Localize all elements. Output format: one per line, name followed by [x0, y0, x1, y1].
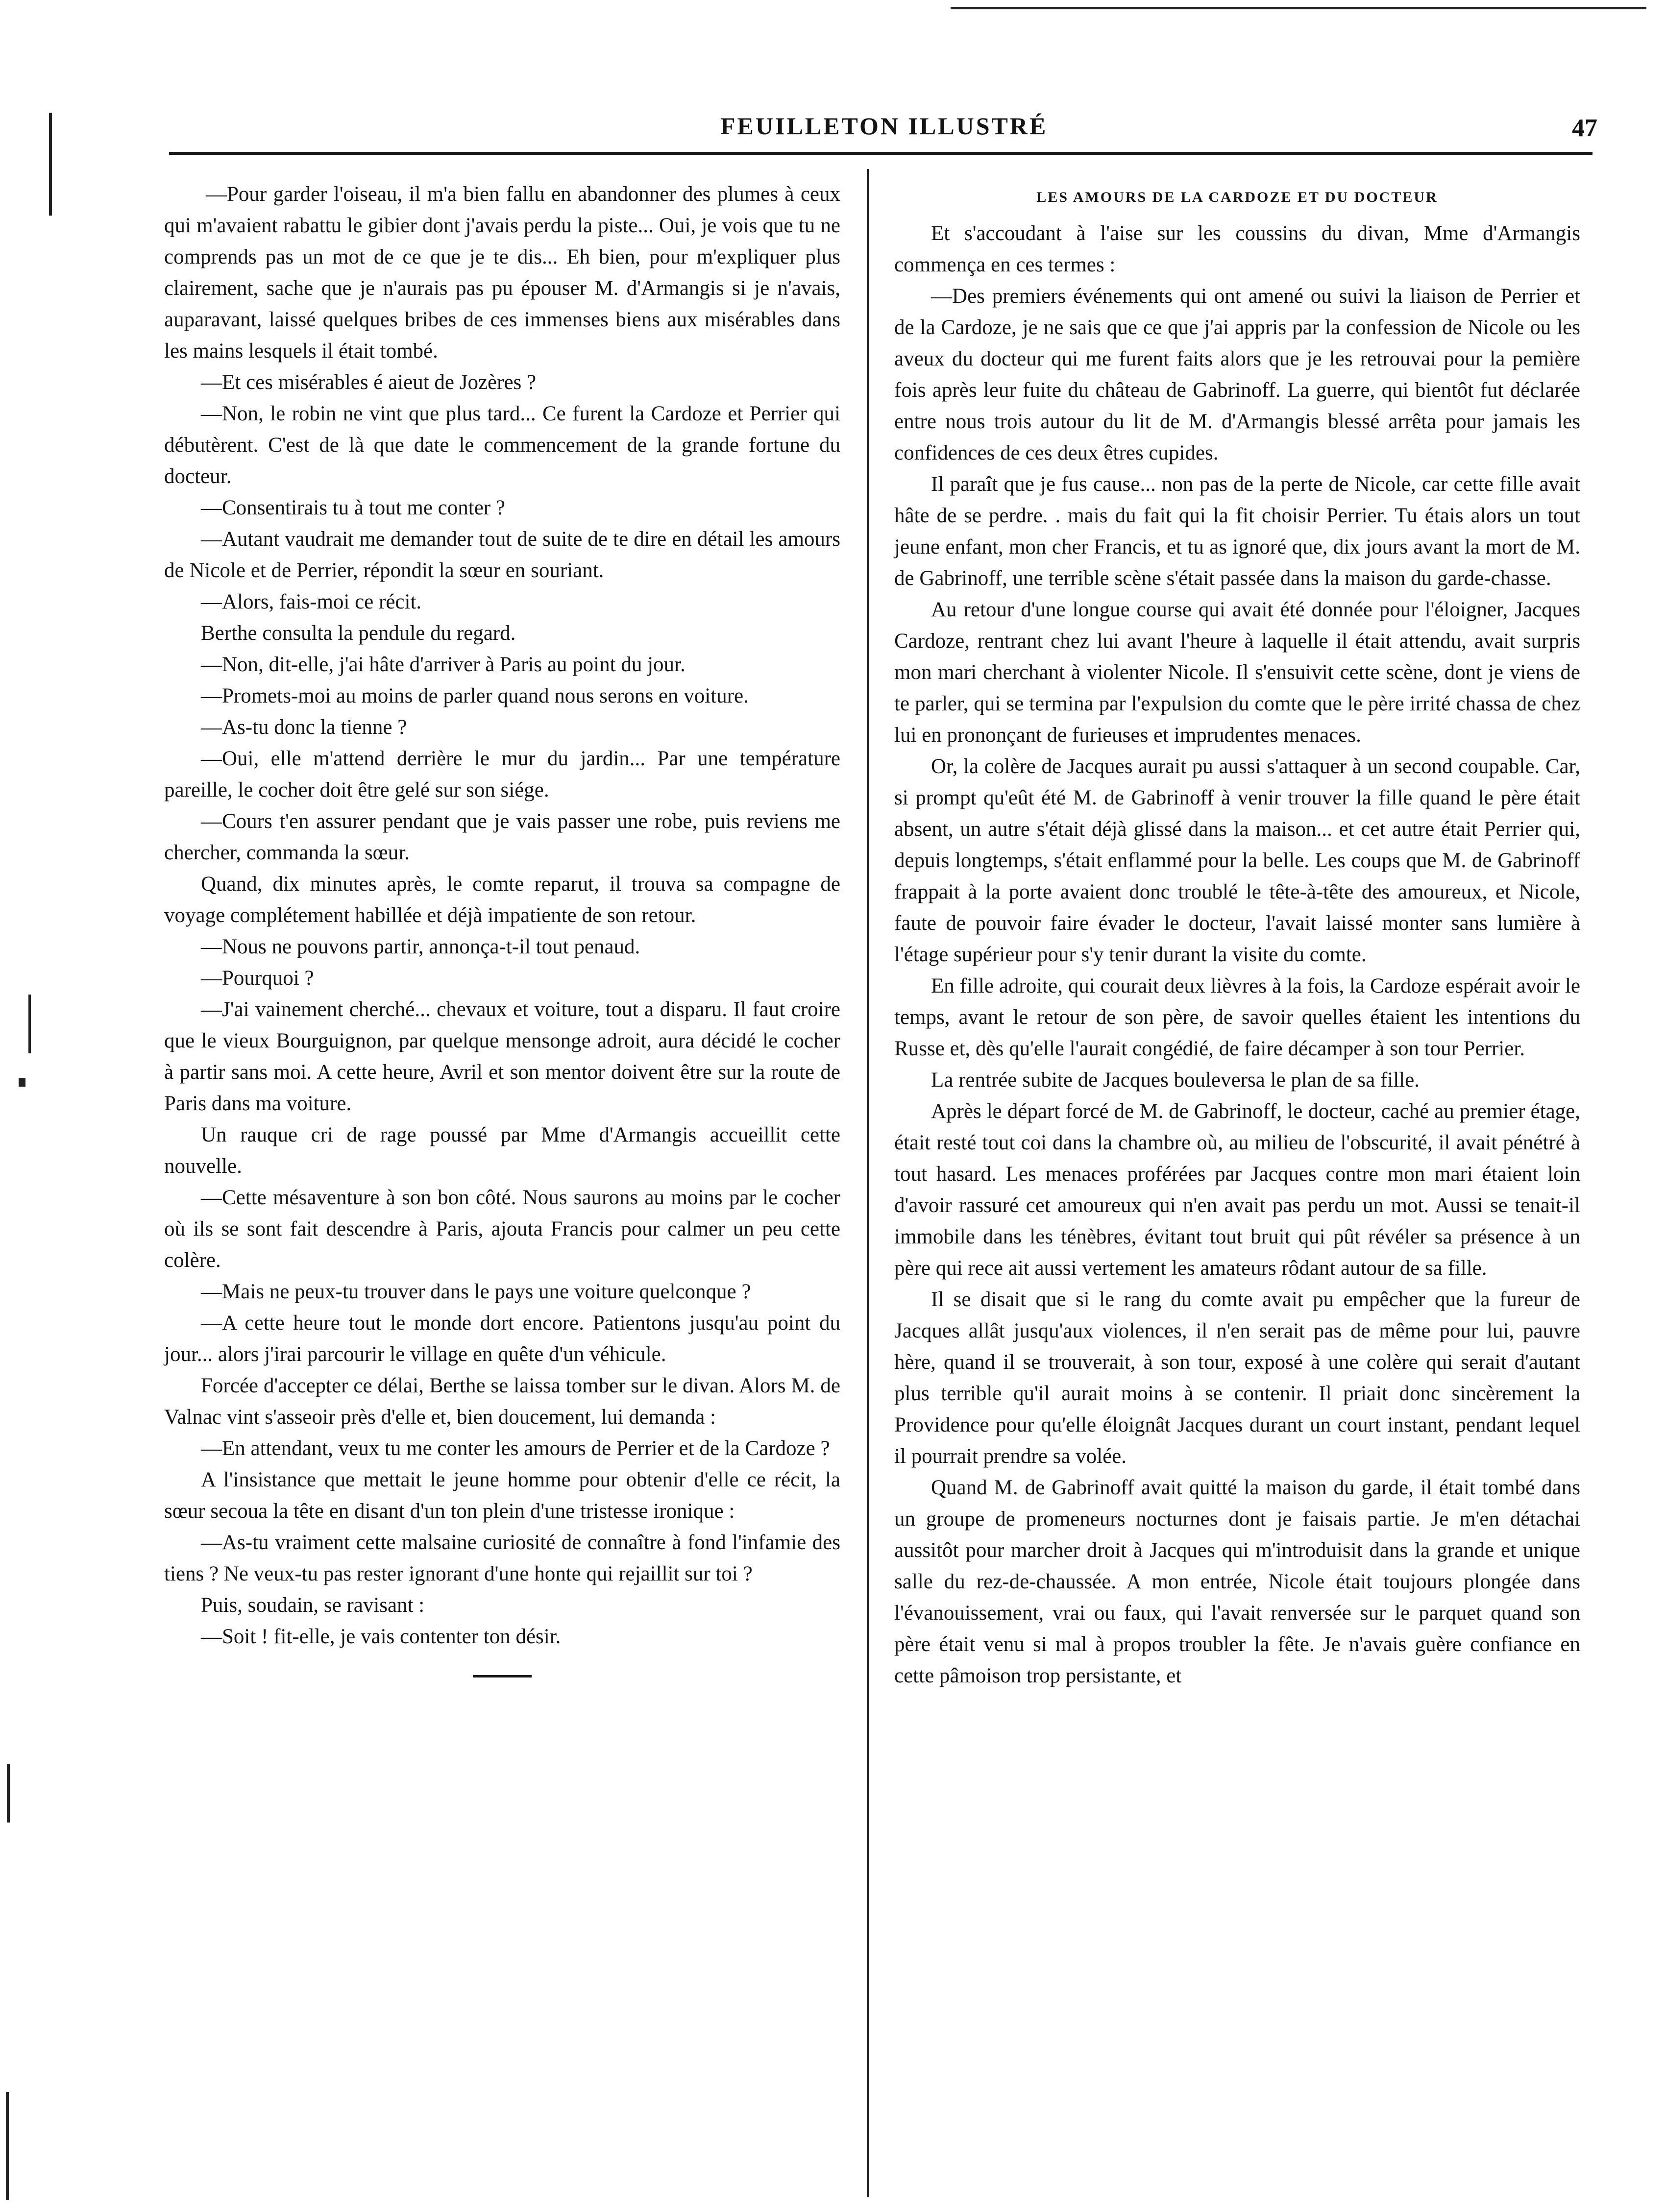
paragraph: —Non, dit-elle, j'ai hâte d'arriver à Paris au point du jour. — [201, 653, 686, 676]
paragraph: —Et ces misérables é aieut de Jozères ? — [201, 371, 537, 394]
paragraph: —Cours t'en assurer pendant que je vais passer une robe, puis reviens me chercher, commanda la sœur. — [164, 810, 840, 864]
paragraph: —Mais ne peux-tu trouver dans le pays une voiture quelconque ? — [201, 1280, 751, 1303]
paragraph: Et s'accoudant à l'aise sur les coussins du divan, Mme d'Armangis commença en ces termes : — [894, 222, 1580, 276]
section-title: LES AMOURS DE LA CARDOZE ET DU DOCTEUR — [1036, 189, 1438, 205]
paragraph: —Pourquoi ? — [201, 967, 314, 990]
paragraph: —Consentirais tu à tout me conter ? — [201, 496, 505, 519]
margin-mark — [7, 1764, 10, 1823]
paragraph: Il se disait que si le rang du comte avait pu empêcher que la fureur de Jacques allât jusqu'aux violences, il n'en serait pas de même pour lui, pauvre hère, quand il se trouverait, à son tour, exposé à une colère qui serait d'autant plus terrible qu'il aurait moins à se contenir. Il priait donc sincèrement la Providence pour qu'elle éloignât Jacques durant un court instant, pendant lequel il pourrait prendre sa volée. — [894, 1288, 1580, 1468]
top-edge-rule — [951, 7, 1646, 9]
paragraph: Puis, soudain, se ravisant : — [201, 1594, 425, 1617]
paragraph: Quand, dix minutes après, le comte reparut, il trouva sa compagne de voyage complétement habillée et déjà impatiente de son retour. — [164, 873, 840, 927]
paragraph: —Nous ne pouvons partir, annonça-t-il tout penaud. — [201, 935, 640, 958]
paragraph: —A cette heure tout le monde dort encore. Patientons jusqu'au point du jour... alors j'irai parcourir le village en quête d'un véhicule. — [164, 1312, 840, 1366]
page-header — [167, 108, 1597, 152]
paragraph: —Des premiers événements qui ont amené ou suivi la liaison de Perrier et de la Cardoze, je ne sais que ce que j'ai appris par la confession de Nicole ou les aveux du docteur qui me furent faits alors que je les retrouvai pour la pemière fois après leur fuite du château de Gabrinoff. La guerre, qui bientôt fut déclarée entre nous trois autour du lit de M. d'Armangis blessé arrêta pour jamais les confidences de ces deux êtres cupides. — [894, 285, 1580, 464]
margin-mark — [19, 1078, 25, 1087]
paragraph: Au retour d'une longue course qui avait été donnée pour l'éloigner, Jacques Cardoze, rentrant chez lui avant l'heure à laquelle il était attendu, avait surpris mon mari cherchant à violenter Nicole. Il s'ensuivit cette scène, dont je viens de te parler, qui se termina par l'expulsion du comte que le père irrité chassa de chez lui en prononçant de furieuses et imprudentes menaces. — [894, 598, 1580, 747]
right-column — [894, 179, 1580, 1692]
paragraph: —Pour garder l'oiseau, il m'a bien fallu en abandonner des plumes à ceux qui m'avaient rabattu le gibier dont j'avais perdu la piste... Oui, je vois que tu ne comprends pas un mot de ce que je te dis... Eh bien, pour m'expliquer plus clairement, sache que je n'aurais pas pu épouser M. d'Armangis si je n'avais, auparavant, laissé quelques bribes de ces immenses biens aux misérables dans les mains lesquels il était tombé. — [164, 183, 840, 363]
paragraph: Un rauque cri de rage poussé par Mme d'Armangis accueillit cette nouvelle. — [164, 1123, 840, 1178]
section-end-rule — [473, 1675, 532, 1677]
paragraph: Après le départ forcé de M. de Gabrinoff, le docteur, caché au premier étage, était resté tout coi dans la chambre où, au milieu de l'obscurité, il avait pénétré à tout hasard. Les menaces proférées par Jacques contre mon mari étaient loin d'avoir rassuré cet amoureux qui n'en avait pas perdu un mot. Aussi se tenait-il immobile dans les ténèbres, évitant tout bruit qui pût révéler sa présence à un père qui rece ait aussi vertement les amateurs rôdant autour de sa fille. — [894, 1100, 1580, 1280]
paragraph: —Oui, elle m'attend derrière le mur du jardin... Par une température pareille, le cocher doit être gelé sur son siége. — [164, 747, 840, 802]
paragraph: Quand M. de Gabrinoff avait quitté la maison du garde, il était tombé dans un groupe de promeneurs nocturnes dont je faisais partie. Je m'en détachai aussitôt pour marcher droit à Jacques qui m'introduisit dans la grande et unique salle du rez-de-chaussée. A mon entrée, Nicole était toujours plongée dans l'évanouissement, vrai ou faux, qui l'avait renversée sur le parquet quand son père était venu si mal à propos troubler la fête. Je n'avais guère confiance en cette pâmoison trop persistante, et — [894, 1476, 1580, 1687]
paragraph: Il paraît que je fus cause... non pas de la perte de Nicole, car cette fille avait hâte de se perdre. . mais du fait qui la fit choisir Perrier. Tu étais alors un tout jeune enfant, mon cher Francis, et tu as ignoré que, dix jours avant la mort de M. de Gabrinoff, une terrible scène s'était passée dans la maison du garde-chasse. — [894, 473, 1580, 590]
margin-mark — [49, 113, 52, 216]
paragraph: —Soit ! fit-elle, je vais contenter ton désir. — [201, 1625, 561, 1648]
paragraph: —Promets-moi au moins de parler quand nous serons en voiture. — [201, 684, 749, 707]
paragraph: La rentrée subite de Jacques bouleversa le plan de sa fille. — [931, 1069, 1420, 1092]
header-rule — [169, 152, 1592, 155]
paragraph: —En attendant, veux tu me conter les amours de Perrier et de la Cardoze ? — [201, 1437, 830, 1460]
paragraph: —Alors, fais-moi ce récit. — [201, 590, 422, 613]
page-title: FEUILLETON ILLUSTRÉ — [720, 112, 1048, 140]
margin-mark — [6, 2092, 9, 2200]
page-number: 47 — [1572, 114, 1597, 142]
column-divider — [867, 169, 869, 2197]
paragraph: —As-tu vraiment cette malsaine curiosité de connaître à fond l'infamie des tiens ? Ne veux-tu pas rester ignorant d'une honte qui rejaillit sur toi ? — [164, 1531, 840, 1585]
paragraph: —Non, le robin ne vint que plus tard... Ce furent la Cardoze et Perrier qui débutèrent. C'est de là que date le commencement de la grande fortune du docteur. — [164, 402, 840, 488]
paragraph: A l'insistance que mettait le jeune homme pour obtenir d'elle ce récit, la sœur secoua la tête en disant d'un ton plein d'une tristesse ironique : — [164, 1468, 840, 1523]
paragraph: —Cette mésaventure à son bon côté. Nous saurons au moins par le cocher où ils se sont fait descendre à Paris, ajouta Francis pour calmer un peu cette colère. — [164, 1186, 840, 1272]
paragraph: En fille adroite, qui courait deux lièvres à la fois, la Cardoze espérait avoir le temps, avant le retour de son père, de savoir quelles étaient les intentions du Russe et, dès qu'elle l'aurait congédié, de faire décamper à son tour Perrier. — [894, 974, 1580, 1060]
paragraph: —J'ai vainement cherché... chevaux et voiture, tout a disparu. Il faut croire que le vieux Bourguignon, par quelque mensonge adroit, aura décidé le cocher à partir sans moi. A cette heure, Avril et son mentor doivent être sur la route de Paris dans ma voiture. — [164, 998, 840, 1115]
paragraph: Berthe consulta la pendule du regard. — [201, 622, 516, 645]
left-column — [164, 179, 840, 1677]
paragraph: Or, la colère de Jacques aurait pu aussi s'attaquer à un second coupable. Car, si prompt qu'eût été M. de Gabrinoff à venir trouver la fille quand le père était absent, un autre s'était déjà glissé dans la maison... et cet autre était Perrier qui, depuis longtemps, s'était enflammé pour la belle. Les coups que M. de Gabrinoff frappait à la porte avaient donc troublé le tête-à-tête des amoureux, et Nicole, faute de pouvoir faire évader le docteur, l'avait laissé monter sans lumière à l'étage supérieur pour s'y tenir durant la visite du comte. — [894, 755, 1580, 966]
paragraph: Forcée d'accepter ce délai, Berthe se laissa tomber sur le divan. Alors M. de Valnac vint s'asseoir près d'elle et, bien doucement, lui demanda : — [164, 1374, 840, 1429]
paragraph: —Autant vaudrait me demander tout de suite de te dire en détail les amours de Nicole et de Perrier, répondit la sœur en souriant. — [164, 528, 840, 582]
margin-mark — [28, 995, 31, 1053]
paragraph: —As-tu donc la tienne ? — [201, 716, 407, 739]
